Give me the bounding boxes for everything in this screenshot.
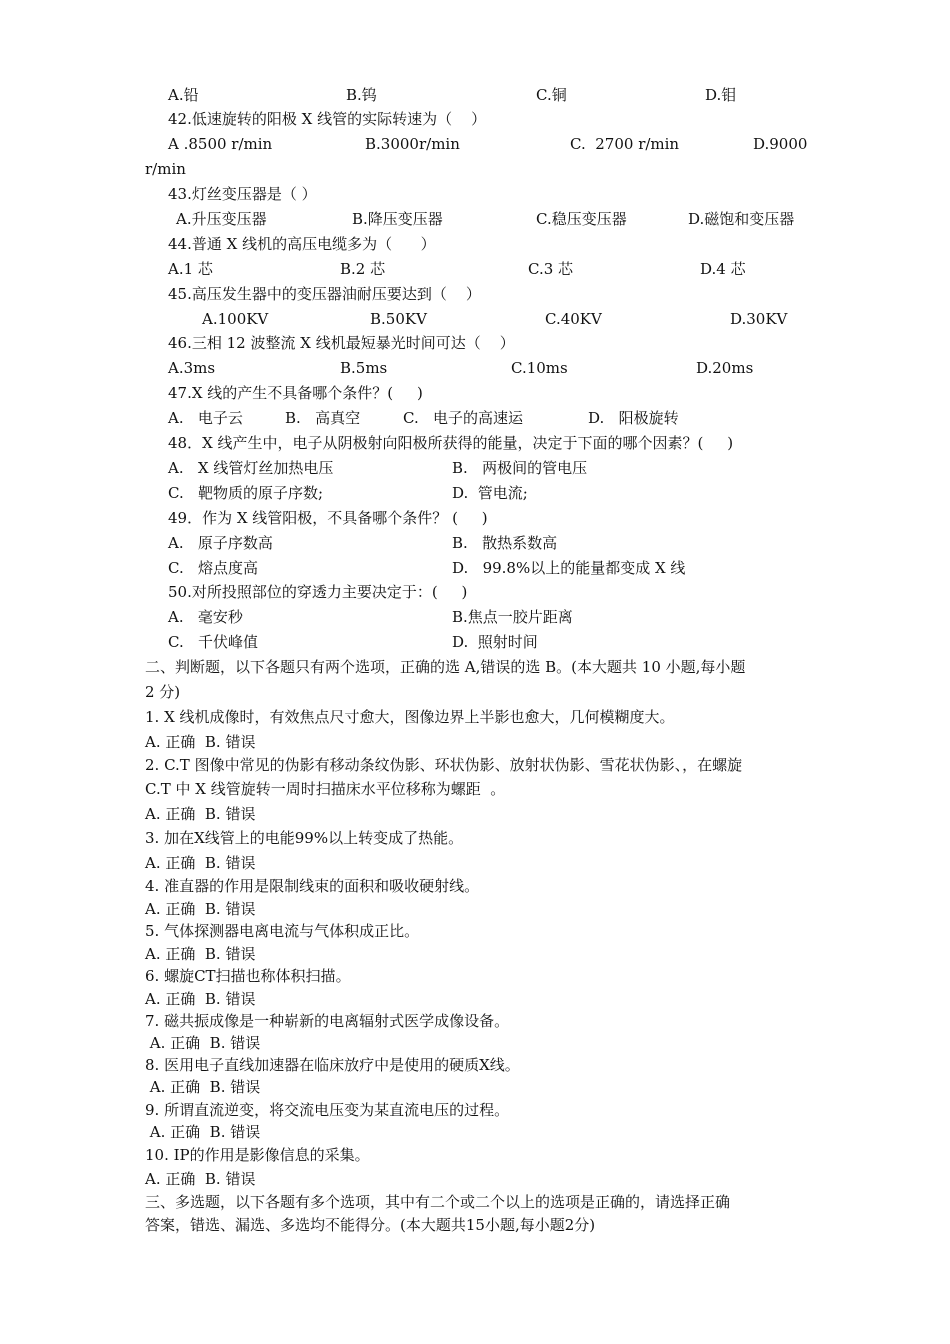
q47-option-a: A. 电子云 bbox=[168, 409, 243, 427]
q45-option-a: A.100KV bbox=[202, 310, 269, 328]
q49-option-c: C. 熔点度高 bbox=[168, 559, 259, 577]
q50-option-d: D. 照射时间 bbox=[452, 633, 538, 651]
q48-option-b: B. 两极间的管电压 bbox=[452, 459, 588, 477]
tf-question-6: 6. 螺旋CT扫描也称体积扫描。 bbox=[145, 967, 351, 985]
q42-option-a: A .8500 r/min bbox=[168, 135, 273, 153]
q47-stem: 47.X 线的产生不具备哪个条件？( ) bbox=[168, 384, 423, 402]
q42-option-d-continued: r/min bbox=[145, 160, 186, 178]
q49-stem: 49．作为 X 线管阳极，不具备哪个条件？ ( ) bbox=[168, 509, 488, 527]
tf-question-8: 8. 医用电子直线加速器在临床放疗中是使用的硬质X线。 bbox=[145, 1056, 520, 1074]
q42-stem: 42.低速旋转的阳极 X 线管的实际转速为（ ） bbox=[168, 110, 487, 128]
q41-option-d: D.钼 bbox=[705, 86, 737, 104]
q49-option-b: B. 散热系数高 bbox=[452, 534, 558, 552]
section3-heading-continued: 答案，错选、漏选、多选均不能得分。(本大题共15小题,每小题2分) bbox=[145, 1216, 596, 1234]
tf-question-9: 9. 所谓直流逆变，将交流电压变为某直流电压的过程。 bbox=[145, 1101, 510, 1119]
tf-answer-options-5: A. 正确 B. 错误 bbox=[145, 945, 256, 963]
q43-option-c: C.稳压变压器 bbox=[536, 210, 627, 228]
tf-question-2: 2. C.T 图像中常见的伪影有移动条纹伪影、环状伪影、放射状伪影、雪花状伪影、，在螺旋 bbox=[145, 756, 743, 774]
q44-option-b: B.2 芯 bbox=[340, 260, 386, 278]
q43-option-d: D.磁饱和变压器 bbox=[688, 210, 795, 228]
tf-answer-options-3: A. 正确 B. 错误 bbox=[145, 854, 256, 872]
q50-option-b: B.焦点一胶片距离 bbox=[452, 608, 573, 626]
q50-option-a: A. 毫安秒 bbox=[168, 608, 243, 626]
q42-option-d: D.9000 bbox=[753, 135, 808, 153]
tf-question-4: 4. 准直器的作用是限制线束的面积和吸收硬射线。 bbox=[145, 877, 480, 895]
q41-option-b: B.钨 bbox=[346, 86, 377, 104]
tf-answer-options-8: A. 正确 B. 错误 bbox=[145, 1078, 261, 1096]
q42-option-c: C. 2700 r/min bbox=[570, 135, 680, 153]
q46-option-b: B.5ms bbox=[340, 359, 388, 377]
q45-option-c: C.40KV bbox=[545, 310, 602, 328]
q44-stem: 44.普通 X 线机的高压电缆多为（ ） bbox=[168, 235, 436, 253]
tf-question-10: 10. IP的作用是影像信息的采集。 bbox=[145, 1146, 370, 1164]
q46-option-c: C.10ms bbox=[511, 359, 568, 377]
tf-answer-options-10: A. 正确 B. 错误 bbox=[145, 1170, 256, 1188]
q46-option-d: D.20ms bbox=[696, 359, 754, 377]
q45-option-d: D.30KV bbox=[730, 310, 788, 328]
q50-option-c: C. 千伏峰值 bbox=[168, 633, 259, 651]
q48-option-a: A. X 线管灯丝加热电压 bbox=[168, 459, 334, 477]
q46-option-a: A.3ms bbox=[168, 359, 216, 377]
section2-heading: 二、判断题，以下各题只有两个选项，正确的选 A,错误的选 B。(本大题共 10 小题,每小题 bbox=[145, 658, 746, 676]
tf-question-2-continued: C.T 中 X 线管旋转一周时扫描床水平位移称为螺距 。 bbox=[145, 780, 506, 798]
q46-stem: 46.三相 12 波整流 X 线机最短暴光时间可达（ ） bbox=[168, 334, 515, 352]
q49-option-a: A. 原子序数高 bbox=[168, 534, 273, 552]
section2-heading-continued: 2 分) bbox=[145, 683, 181, 701]
q44-option-c: C.3 芯 bbox=[528, 260, 574, 278]
tf-answer-options-2: A. 正确 B. 错误 bbox=[145, 805, 256, 823]
q43-option-a: A.升压变压器 bbox=[176, 210, 267, 228]
tf-question-1: 1. X 线机成像时，有效焦点尺寸愈大，图像边界上半影也愈大，几何模糊度大。 bbox=[145, 708, 675, 726]
tf-question-5: 5. 气体探测器电离电流与气体积成正比。 bbox=[145, 922, 420, 940]
q49-option-d: D. 99.8%以上的能量都变成 X 线 bbox=[452, 559, 686, 577]
q44-option-d: D.4 芯 bbox=[700, 260, 746, 278]
q41-option-c: C.铜 bbox=[536, 86, 567, 104]
q48-option-c: C. 靶物质的原子序数; bbox=[168, 484, 324, 502]
q43-option-b: B.降压变压器 bbox=[352, 210, 443, 228]
tf-question-7: 7. 磁共振成像是一种崭新的电离辐射式医学成像设备。 bbox=[145, 1012, 510, 1030]
tf-answer-options-6: A. 正确 B. 错误 bbox=[145, 990, 256, 1008]
q48-stem: 48．X 线产生中，电子从阴极射向阳极所获得的能量，决定于下面的哪个因素？( ) bbox=[168, 434, 734, 452]
q44-option-a: A.1 芯 bbox=[168, 260, 213, 278]
q48-option-d: D. 管电流; bbox=[452, 484, 528, 502]
q45-stem: 45.高压发生器中的变压器油耐压要达到（ ） bbox=[168, 285, 481, 303]
tf-answer-options-7: A. 正确 B. 错误 bbox=[145, 1034, 261, 1052]
tf-question-3: 3. 加在X线管上的电能99%以上转变成了热能。 bbox=[145, 829, 464, 847]
tf-answer-options-9: A. 正确 B. 错误 bbox=[145, 1123, 261, 1141]
q41-option-a: A.铅 bbox=[168, 86, 199, 104]
q43-stem: 43.灯丝变压器是（ ） bbox=[168, 185, 317, 203]
q47-option-c: C. 电子的高速运 bbox=[403, 409, 524, 427]
q47-option-d: D. 阳极旋转 bbox=[588, 409, 679, 427]
tf-answer-options-4: A. 正确 B. 错误 bbox=[145, 900, 256, 918]
tf-answer-options-1: A. 正确 B. 错误 bbox=[145, 733, 256, 751]
section3-heading: 三、多选题，以下各题有多个选项，其中有二个或二个以上的选项是正确的，请选择正确 bbox=[145, 1193, 731, 1211]
q42-option-b: B.3000r/min bbox=[365, 135, 460, 153]
q50-stem: 50.对所投照部位的穿透力主要决定于：( ) bbox=[168, 583, 468, 601]
q45-option-b: B.50KV bbox=[370, 310, 427, 328]
q47-option-b: B. 高真空 bbox=[285, 409, 361, 427]
